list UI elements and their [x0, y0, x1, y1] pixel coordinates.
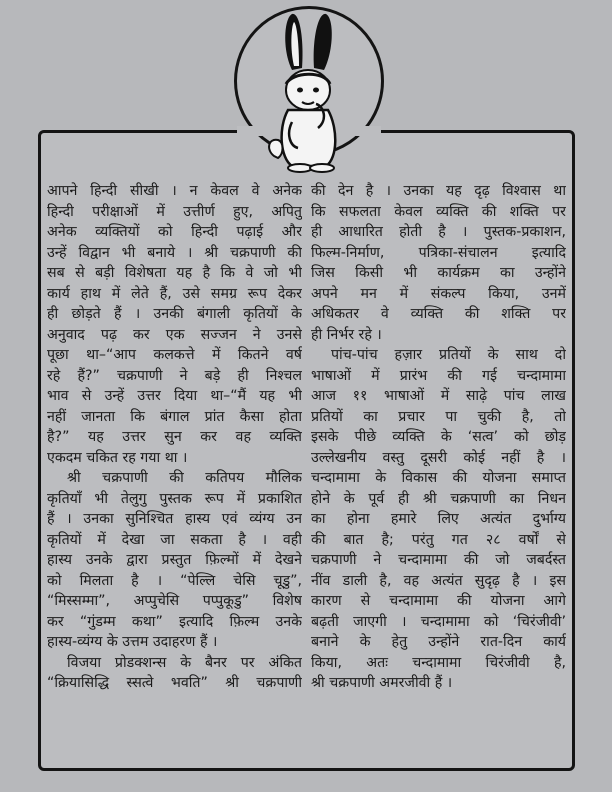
text-line: चक्रपाणी ने चन्दामामा की जो जबर्दस्त	[311, 552, 566, 568]
text-line: हिन्दी परीक्षाओं में उत्तीर्ण हुए, अपितु	[47, 203, 302, 220]
text-line: हास्य उनके द्वारा प्रस्तुत फ़िल्मों में देखने	[47, 552, 302, 568]
text-line: किया, अतः चन्दामामा चिरंजीवी है,	[311, 654, 566, 671]
text-line: आपने हिन्दी सीखी । न केवल वे अनेक	[47, 183, 302, 199]
text-line: ही छोड़ते हैं । उनकी बंगाली कृतियों के	[47, 306, 302, 322]
text-line: नींव डाली है, वह अत्यंत सुदृढ़ है । इस	[311, 572, 566, 589]
text-line: पूछा था–“आप कलकत्ते में कितने वर्ष	[47, 347, 302, 363]
text-line: कृतियों में देखा जा सकता है । वही	[47, 531, 302, 548]
text-line: उल्लेखनीय वस्तु दूसरी कोई नहीं है ।	[311, 449, 566, 466]
text-line: कर “गुंडम्म कथा” इत्यादि फ़िल्म उनके	[47, 613, 302, 630]
text-line: उन्हें विद्वान भी बनाये । श्री चक्रपाणी की	[47, 244, 302, 261]
text-line: कार्य हाथ में लेते हैं, उसे समग्र रूप देकर	[47, 285, 302, 302]
text-line: श्री चक्रपाणी अमरजीवी हैं ।	[311, 675, 453, 691]
text-line: “मिस्सम्मा”, अप्पुचेसि पप्पुकूडु” विशेष	[47, 593, 302, 609]
text-line: भाषाओं में प्रारंभ की गई चन्दामामा	[311, 367, 566, 384]
text-line: जिस किसी भी कार्यक्रम का उन्होंने	[311, 265, 566, 281]
text-line: अधिकतर वे व्यक्ति की शक्ति पर	[311, 306, 566, 322]
text-line: की देन है । उनका यह दृढ़ विश्वास था	[311, 183, 566, 199]
text-line: ही निर्भर रहे ।	[311, 326, 382, 343]
right-column	[311, 181, 566, 694]
text-line: नहीं जानता कि बंगाल प्रांत कैसा होता	[47, 408, 302, 425]
text-line: विजया प्रोडक्शन्स के बैनर पर अंकित	[67, 654, 302, 671]
text-line: अनेक व्यक्तियों को हिन्दी पढ़ाई और	[47, 224, 302, 240]
text-line: फिल्म-निर्माण, पत्रिका-संचालन इत्यादि	[311, 244, 566, 261]
text-line: की बात है; परंतु गत २८ वर्षों से	[311, 531, 566, 548]
text-line: कि सफलता केवल व्यक्ति की शक्ति पर	[311, 203, 566, 220]
rabbit-logo-icon	[262, 10, 358, 174]
text-line: श्री चक्रपाणी की कतिपय मौलिक	[67, 470, 302, 486]
text-line: को मिलता है । “पेल्लि चेसि चूडु”,	[47, 572, 302, 589]
text-line: बनाने के हेतु उन्होंने रात-दिन कार्य	[311, 634, 566, 650]
text-line: प्रतियों का प्रचार पा चुकी है, तो	[311, 408, 566, 425]
text-line: होने के पूर्व ही श्री चक्रपाणी का निधन	[311, 490, 566, 507]
text-line: एकदम चकित रह गया था ।	[47, 449, 188, 466]
text-line: आज ११ भाषाओं में साढ़े पांच लाख	[311, 388, 566, 404]
text-line: अपने मन में संकल्प किया, उनमें	[311, 285, 566, 302]
text-line: सब से बड़ी विशेषता यह है कि वे जो भी	[47, 265, 302, 281]
left-column	[47, 181, 302, 694]
text-line: अनुवाद पढ़ कर एक सज्जन ने उनसे	[47, 326, 302, 343]
text-line: कृतियाँ भी तेलुगु पुस्तक रूप में प्रकाशित	[47, 490, 302, 507]
text-line: भाव से उन्हें उत्तर दिया था–“मैं यह भी	[47, 388, 302, 404]
text-line: हैं । उनका सुनिश्चित हास्य एवं व्यंग्य उन	[47, 511, 302, 527]
text-line: बढ़ती जाएगी । चन्दामामा को ‘चिरंजीवी’	[311, 613, 566, 630]
text-line: का होना हमारे लिए अत्यंत दुर्भाग्य	[311, 511, 566, 527]
text-line: ही आधारित होती है । पुस्तक-प्रकाशन,	[311, 224, 566, 240]
text-line: कारण से चन्दामामा की योजना आगे	[311, 593, 566, 609]
text-line: पांच-पांच हज़ार प्रतियों के साथ दो	[331, 347, 566, 363]
text-line: “क्रियासिद्धि स्सत्वे भवति” श्री चक्रपाणी	[47, 675, 302, 691]
text-line: इसके पीछे व्यक्ति के ‘सत्व’ को छोड़	[311, 429, 566, 445]
text-line: है?” यह उत्तर सुन कर वह व्यक्ति	[47, 429, 302, 445]
text-line: चन्दामामा के विकास की योजना समाप्त	[311, 470, 566, 486]
text-line: रहे हैं?” चक्रपाणी ने बड़े ही निश्चल	[47, 367, 302, 384]
text-line: हास्य-व्यंग्य के उत्तम उदाहरण हैं ।	[47, 634, 218, 650]
